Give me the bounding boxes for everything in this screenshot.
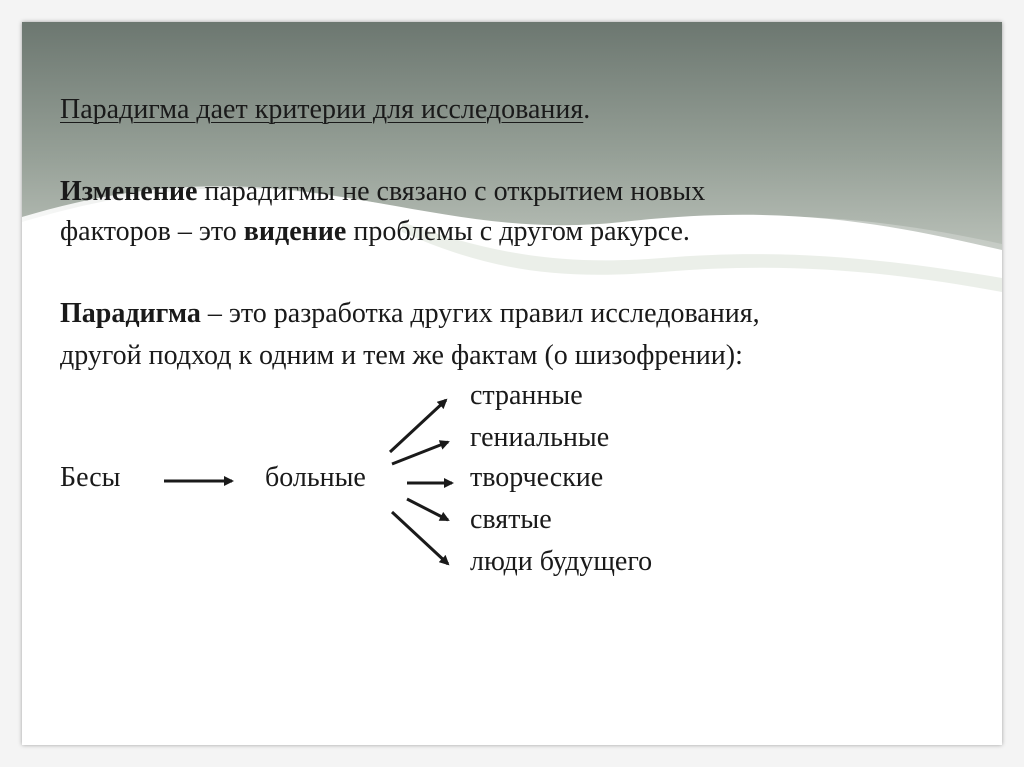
paradigm-bold-word: Парадигма — [60, 298, 201, 329]
paradigm-text-2: другой подход к одним и тем же фактам (о шизофрении): — [60, 340, 743, 371]
arrow-to-saints — [407, 499, 448, 520]
target-future-people: люди будущего — [470, 546, 653, 577]
slide — [22, 22, 1002, 745]
target-strange: странные — [470, 380, 583, 411]
target-saints: святые — [470, 504, 552, 535]
arrow-layer — [22, 22, 1002, 745]
arrow-to-future-people — [392, 512, 448, 564]
change-text-2: факторов – это — [60, 216, 244, 247]
change-text-1: парадигмы не связано с открытием новых — [197, 176, 706, 207]
criteria-text: Парадигма дает критерии для исследования — [60, 94, 584, 125]
diagram-middle: больные — [265, 462, 366, 493]
criteria-period: . — [583, 94, 591, 125]
target-creative: творческие — [470, 462, 604, 493]
change-bold-word: Изменение — [60, 176, 198, 207]
arrow-to-genius — [392, 442, 448, 464]
target-genius: гениальные — [470, 422, 610, 453]
diagram-source: Бесы — [60, 462, 121, 493]
vision-bold-word: видение — [243, 216, 347, 247]
change-text-3: проблемы с другом ракурсе. — [346, 216, 690, 247]
arrow-to-strange — [390, 400, 446, 452]
paradigm-text-1: – это разработка других правил исследования, — [200, 298, 760, 329]
